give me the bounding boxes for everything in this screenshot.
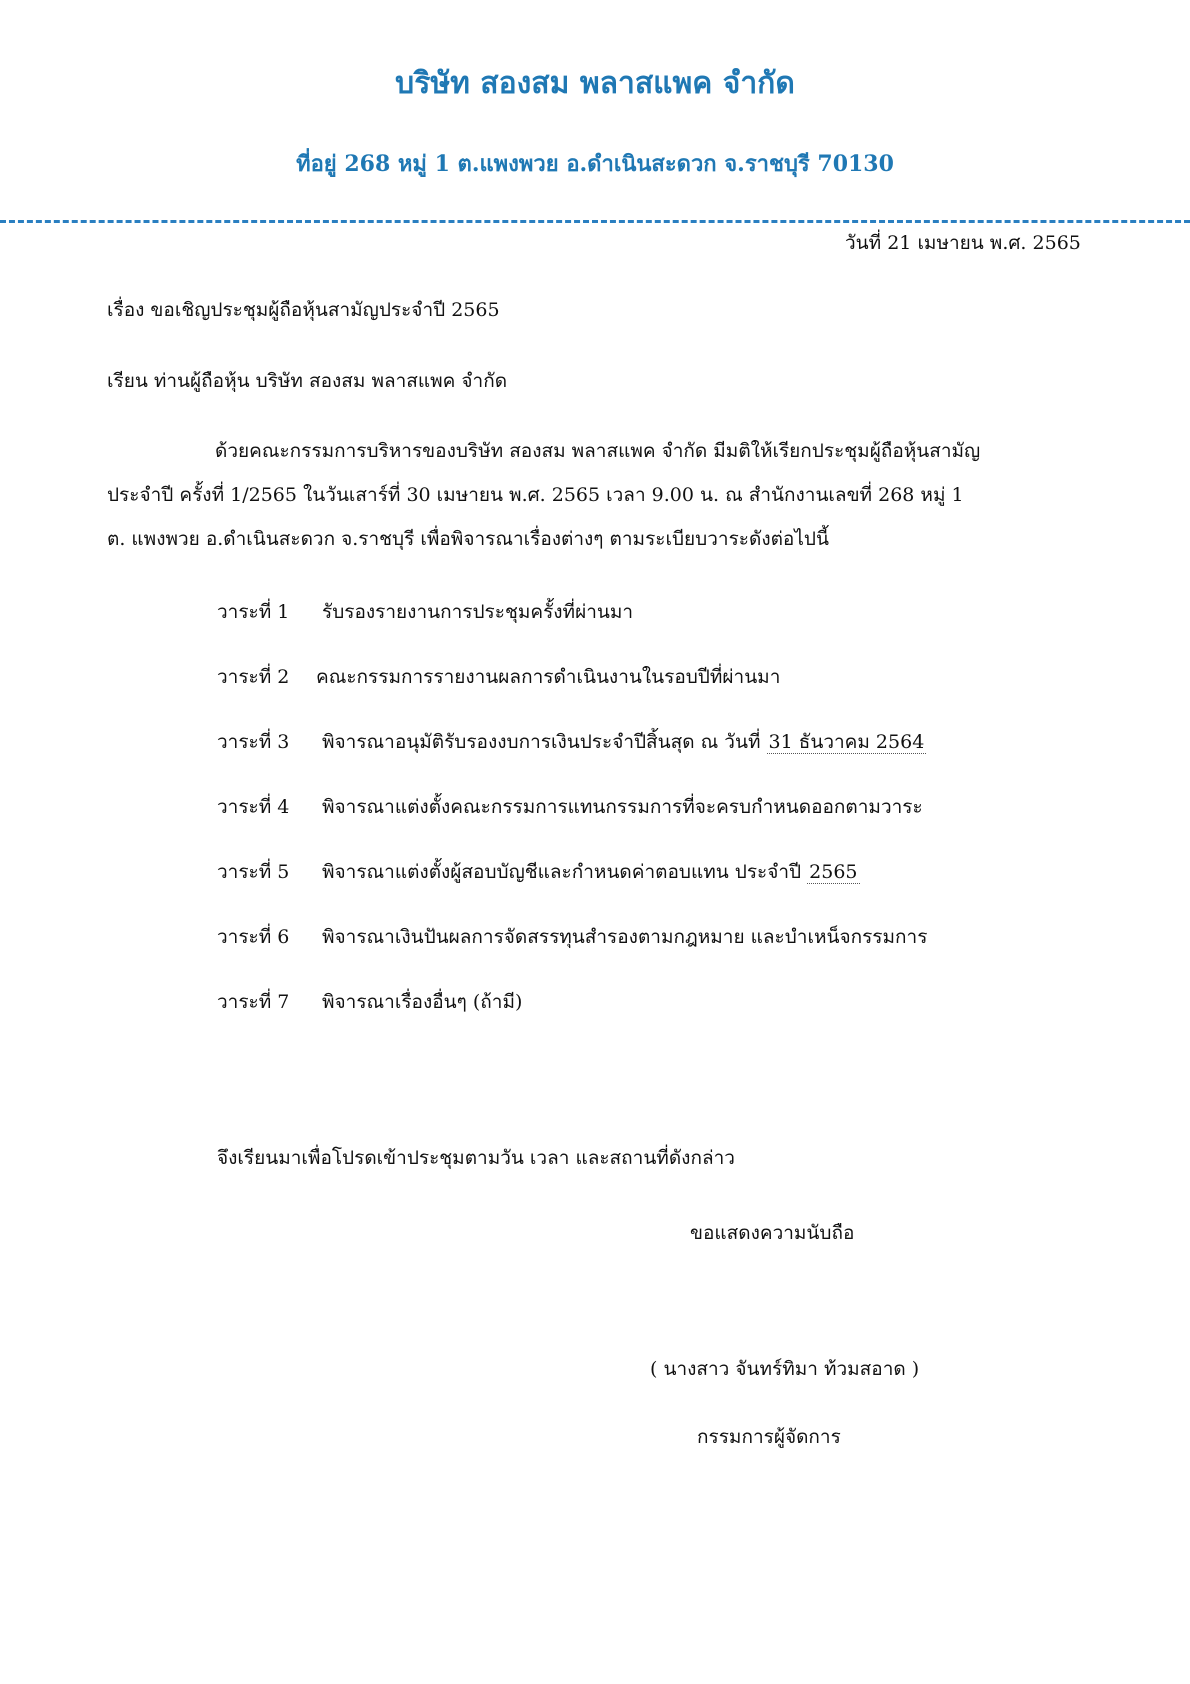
- agenda-text: พิจารณาเงินปันผลการจัดสรรทุนสำรองตามกฎหมาย และบำเหน็จกรรมการ: [322, 926, 928, 948]
- signer-title: กรรมการผู้จัดการ: [697, 1426, 841, 1448]
- letter-recipient: เรียน ท่านผู้ถือหุ้น บริษัท สองสม พลาสแพค จำกัด: [107, 370, 508, 392]
- closing-regards: ขอแสดงความนับถือ: [690, 1222, 855, 1244]
- agenda-number: วาระที่ 7: [217, 991, 290, 1013]
- agenda-text-with-date: [322, 727, 926, 757]
- body-paragraph-line-3: ต. แพงพวย อ.ดำเนินสะดวก จ.ราชบุรี เพื่อพิจารณาเรื่องต่างๆ ตามระเบียบวาระดังต่อไปนี้: [107, 528, 829, 550]
- signer-name: ( นางสาว จันทร์ทิมา ท้วมสอาด ): [650, 1358, 920, 1380]
- agenda-text: พิจารณาแต่งตั้งผู้สอบบัญชีและกำหนดค่าตอบแทน ประจำปี: [322, 861, 802, 883]
- letter-subject: เรื่อง ขอเชิญประชุมผู้ถือหุ้นสามัญประจำปี 2565: [107, 299, 500, 321]
- body-paragraph-line-1: ด้วยคณะกรรมการบริหารของบริษัท สองสม พลาสแพค จำกัด มีมติให้เรียกประชุมผู้ถือหุ้นสามัญ: [215, 440, 981, 462]
- agenda-number: วาระที่ 3: [217, 731, 290, 753]
- agenda-number: วาระที่ 6: [217, 926, 290, 948]
- agenda-text: รับรองรายงานการประชุมครั้งที่ผ่านมา: [322, 601, 634, 623]
- agenda-number: วาระที่ 5: [217, 861, 290, 883]
- agenda-underlined-year: 2565: [809, 861, 858, 883]
- agenda-text-with-year: [322, 857, 860, 887]
- agenda-underlined-date: 31 ธันวาคม 2564: [768, 731, 925, 753]
- agenda-text: พิจารณาแต่งตั้งคณะกรรมการแทนกรรมการที่จะครบกำหนดออกตามวาระ: [322, 796, 923, 818]
- agenda-text: พิจารณาอนุมัติรับรองงบการเงินประจำปีสิ้นสุด ณ วันที่: [322, 731, 761, 753]
- agenda-text: คณะกรรมการรายงานผลการดำเนินงานในรอบปีที่ผ่านมา: [316, 666, 781, 688]
- letter-date: วันที่ 21 เมษายน พ.ศ. 2565: [845, 232, 1081, 254]
- company-address: ที่อยู่ 268 หมู่ 1 ต.แพงพวย อ.ดำเนินสะดวก จ.ราชบุรี 70130: [296, 151, 894, 177]
- agenda-number: วาระที่ 1: [217, 601, 290, 623]
- agenda-number: วาระที่ 4: [217, 796, 290, 818]
- agenda-number: วาระที่ 2: [217, 666, 290, 688]
- company-name: บริษัท สองสม พลาสแพค จำกัด: [395, 66, 795, 101]
- header-divider: [0, 220, 1190, 223]
- closing-statement: จึงเรียนมาเพื่อโปรดเข้าประชุมตามวัน เวลา และสถานที่ดังกล่าว: [217, 1147, 735, 1169]
- agenda-text: พิจารณาเรื่องอื่นๆ (ถ้ามี): [322, 991, 523, 1013]
- body-paragraph-line-2: ประจำปี ครั้งที่ 1/2565 ในวันเสาร์ที่ 30 เมษายน พ.ศ. 2565 เวลา 9.00 น. ณ สำนักงานเลขที่ 268 หมู่ 1: [107, 484, 964, 506]
